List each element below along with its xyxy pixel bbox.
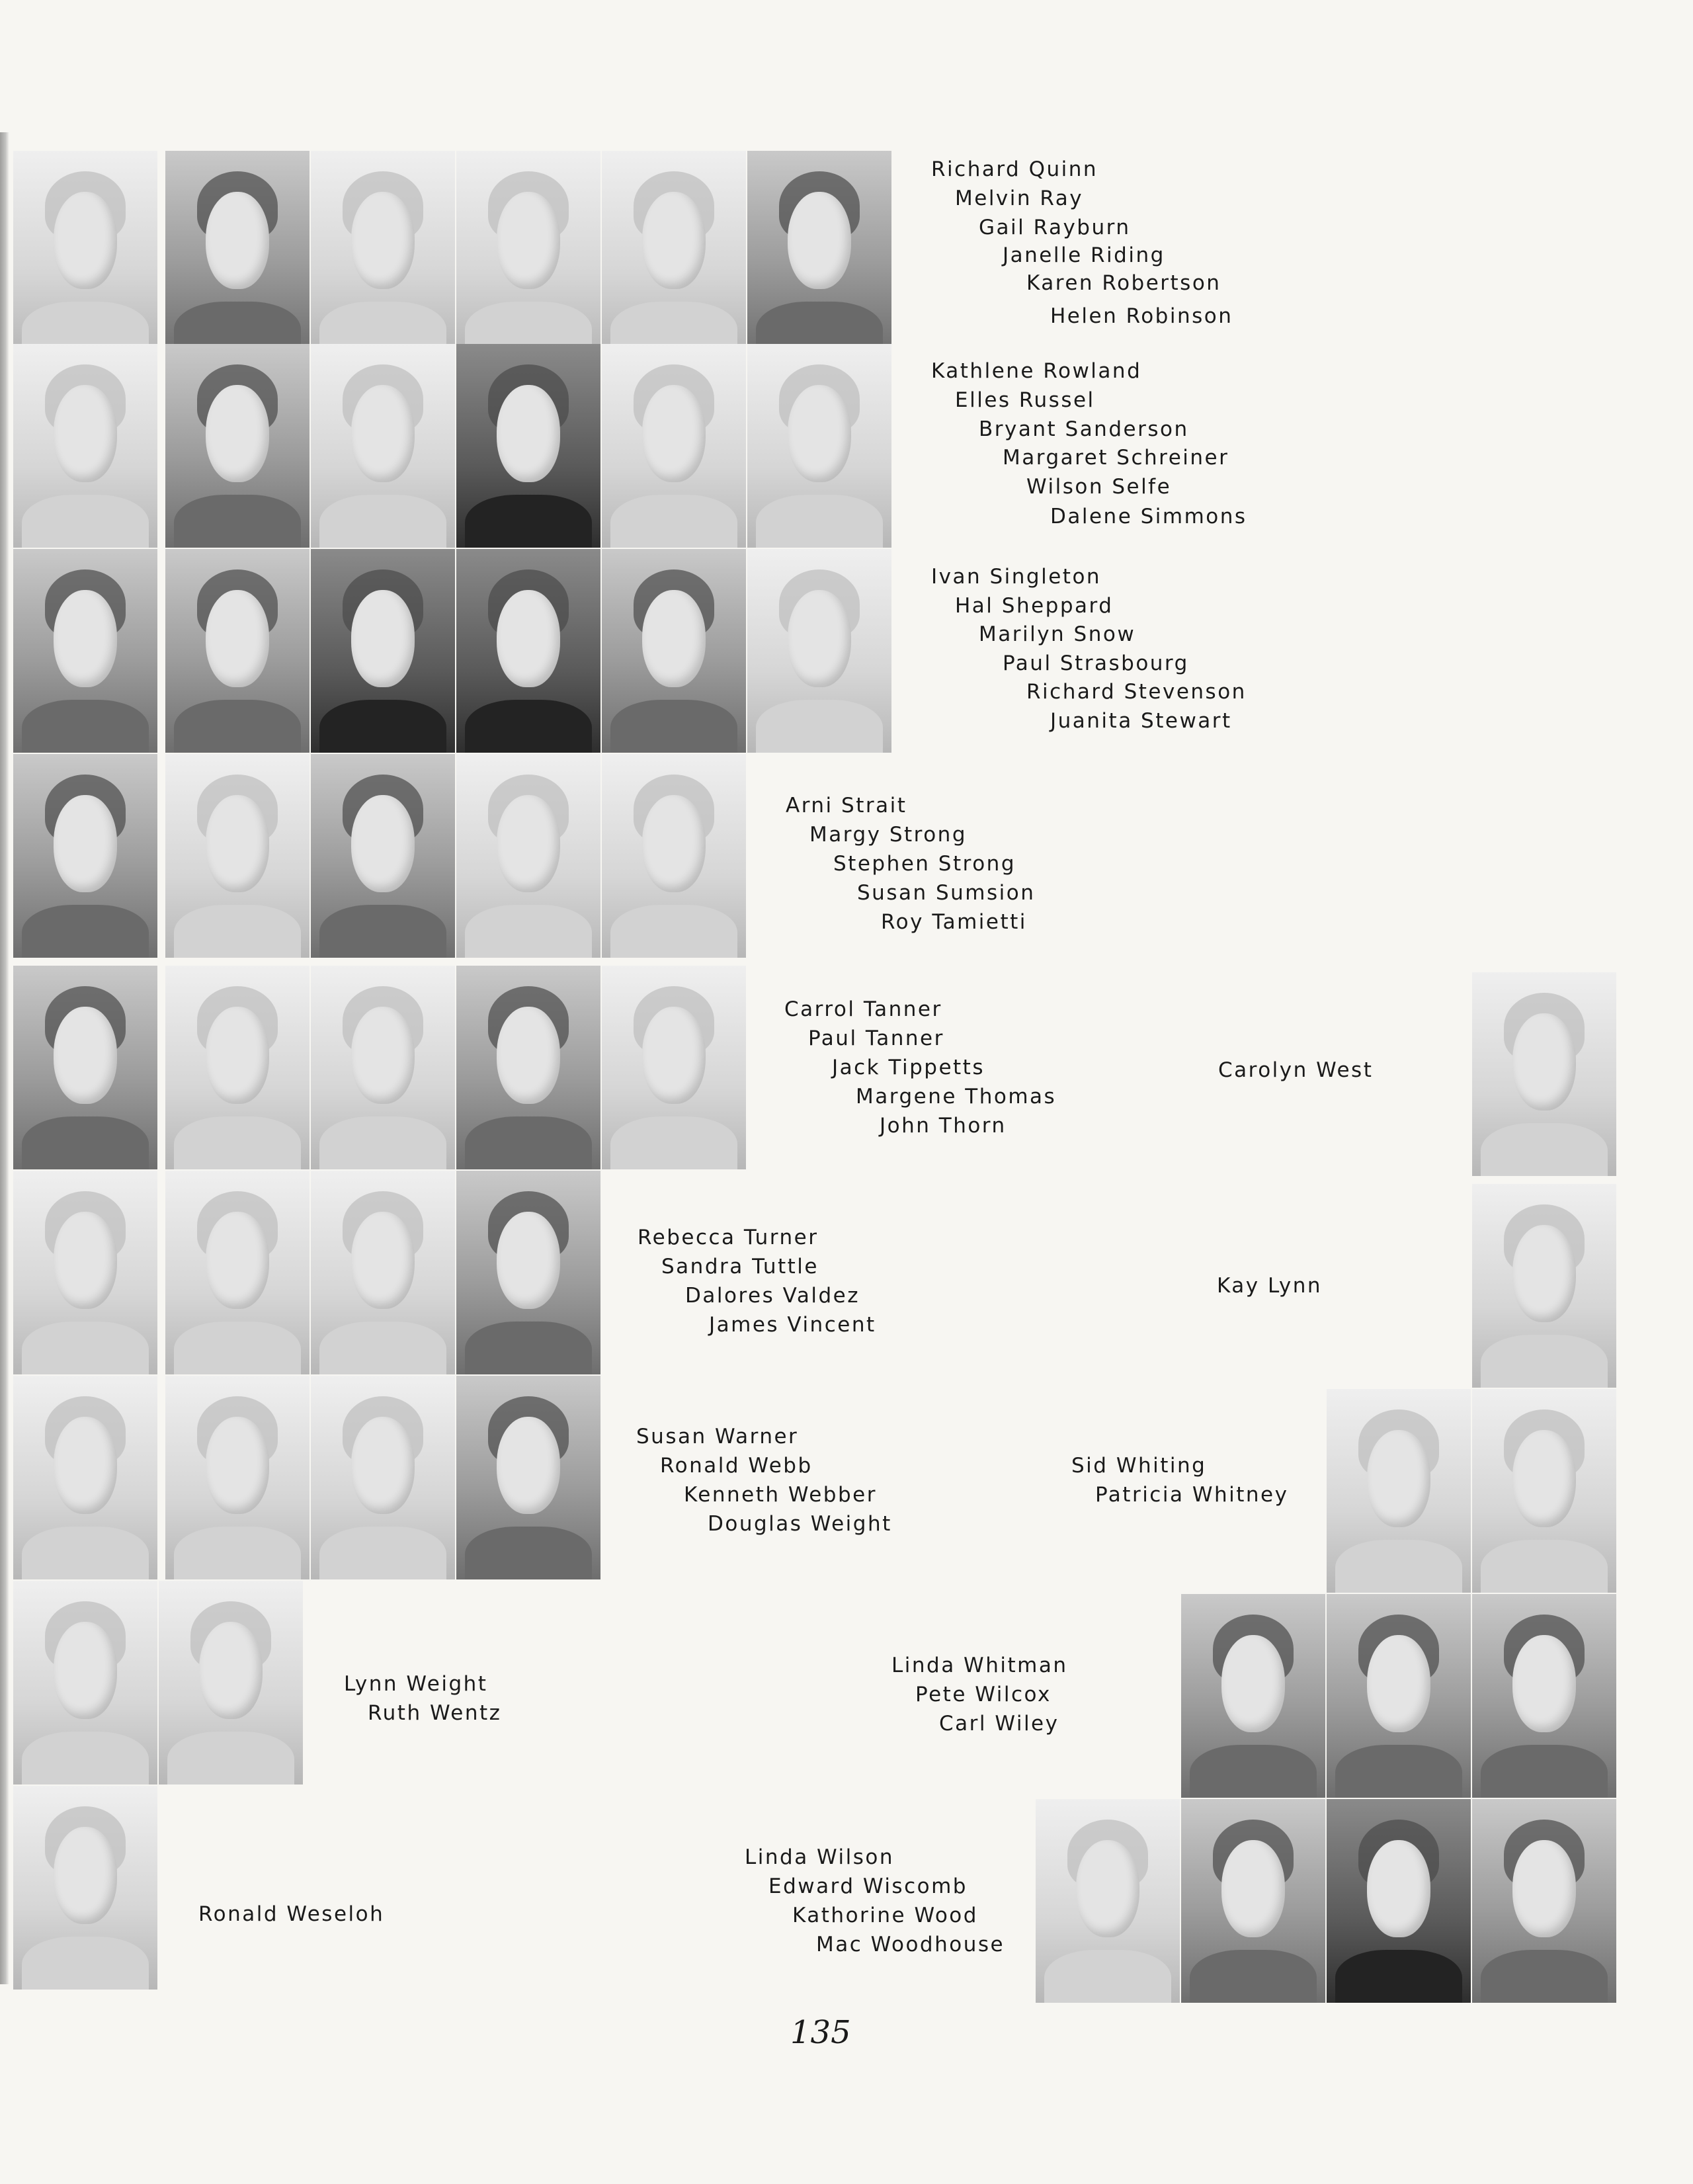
portrait-face [642, 385, 706, 483]
portrait-body [1335, 1745, 1462, 1798]
student-portrait [311, 966, 455, 1169]
portrait-body [174, 1322, 301, 1374]
student-name: Mac Woodhouse [816, 1933, 1005, 1956]
student-portrait [13, 1581, 157, 1785]
portrait-body [22, 1322, 149, 1374]
student-name: Richard Stevenson [1026, 680, 1247, 704]
student-name: Patricia Whitney [1095, 1483, 1289, 1507]
student-portrait [13, 549, 157, 753]
student-portrait [602, 966, 746, 1169]
student-name: Juanita Stewart [1050, 709, 1232, 733]
portrait-face [54, 590, 117, 688]
portrait-face [1512, 1430, 1576, 1528]
student-name: Susan Sumsion [857, 881, 1036, 905]
student-portrait [602, 754, 746, 958]
portrait-face [199, 1622, 263, 1720]
student-portrait [13, 966, 157, 1169]
portrait-body [1481, 1950, 1608, 2003]
portrait-face [206, 385, 269, 483]
student-portrait [456, 754, 600, 958]
portrait-body [1190, 1950, 1317, 2003]
portrait-face [1512, 1840, 1576, 1938]
portrait-body [1481, 1745, 1608, 1798]
student-name: Kay Lynn [1217, 1274, 1323, 1298]
student-name: Roy Tamietti [881, 910, 1027, 934]
portrait-body [22, 905, 149, 958]
student-name: Dalores Valdez [685, 1284, 860, 1308]
portrait-face [351, 385, 415, 483]
portrait-face [497, 1212, 560, 1310]
student-name: John Thorn [880, 1114, 1007, 1138]
portrait-face [497, 795, 560, 893]
student-portrait [1036, 1799, 1180, 2003]
student-portrait [1327, 1389, 1471, 1593]
portrait-body [1481, 1335, 1608, 1388]
student-portrait [311, 344, 455, 548]
student-portrait [1327, 1799, 1471, 2003]
student-portrait [456, 966, 600, 1169]
portrait-face [206, 192, 269, 290]
portrait-body [22, 1937, 149, 1990]
student-portrait [1472, 1184, 1616, 1388]
student-portrait [159, 1581, 303, 1785]
student-name: Jack Tippetts [832, 1056, 985, 1079]
portrait-face [1367, 1840, 1430, 1938]
portrait-body [319, 700, 446, 753]
portrait-face [1221, 1635, 1285, 1733]
student-name: Margaret Schreiner [1003, 446, 1229, 470]
student-name: Helen Robinson [1050, 304, 1233, 328]
portrait-body [174, 700, 301, 753]
portrait-face [206, 1007, 269, 1105]
student-portrait [1472, 972, 1616, 1176]
student-name: Bryant Sanderson [979, 417, 1189, 441]
portrait-body [22, 1732, 149, 1785]
portrait-face [642, 1007, 706, 1105]
portrait-body [610, 495, 737, 548]
student-name: Ivan Singleton [931, 565, 1102, 589]
student-portrait [311, 151, 455, 355]
portrait-body [22, 700, 149, 753]
student-portrait [13, 1171, 157, 1374]
student-name: Carl Wiley [939, 1712, 1059, 1736]
student-name: Margy Strong [809, 823, 968, 847]
portrait-face [642, 795, 706, 893]
student-portrait [165, 549, 310, 753]
portrait-body [319, 1116, 446, 1169]
student-portrait [311, 549, 455, 753]
portrait-face [54, 1417, 117, 1515]
portrait-face [642, 192, 706, 290]
portrait-body [465, 700, 592, 753]
student-portrait [456, 151, 600, 355]
portrait-face [351, 192, 415, 290]
portrait-face [497, 1007, 560, 1105]
portrait-body [174, 495, 301, 548]
portrait-body [174, 905, 301, 958]
portrait-face [1221, 1840, 1285, 1938]
portrait-body [319, 905, 446, 958]
student-name: Ruth Wentz [368, 1701, 502, 1725]
student-name: Marilyn Snow [979, 622, 1136, 646]
portrait-body [1481, 1123, 1608, 1176]
portrait-face [497, 192, 560, 290]
portrait-face [54, 1007, 117, 1105]
student-name: Carrol Tanner [784, 997, 942, 1021]
student-name: Wilson Selfe [1026, 475, 1172, 499]
student-name: Ronald Weseloh [198, 1902, 385, 1926]
portrait-body [610, 700, 737, 753]
portrait-face [206, 1212, 269, 1310]
portrait-face [54, 385, 117, 483]
portrait-body [22, 1527, 149, 1579]
portrait-face [788, 192, 851, 290]
student-name: Arni Strait [786, 794, 907, 818]
portrait-face [497, 385, 560, 483]
portrait-face [788, 385, 851, 483]
portrait-face [351, 1007, 415, 1105]
student-portrait [747, 151, 891, 355]
student-name: Janelle Riding [1003, 243, 1165, 267]
student-name: Kathorine Wood [792, 1904, 978, 1927]
student-portrait [311, 754, 455, 958]
portrait-face [1512, 1013, 1576, 1111]
portrait-face [788, 590, 851, 688]
student-portrait [602, 549, 746, 753]
student-portrait [165, 754, 310, 958]
student-portrait [165, 344, 310, 548]
portrait-face [54, 1622, 117, 1720]
student-name: Rebecca Turner [638, 1226, 819, 1249]
student-name: Paul Strasbourg [1003, 651, 1189, 675]
student-name: Karen Robertson [1026, 271, 1221, 295]
student-portrait [1327, 1594, 1471, 1798]
student-portrait [311, 1376, 455, 1579]
portrait-body [22, 495, 149, 548]
portrait-face [206, 795, 269, 893]
student-portrait [602, 344, 746, 548]
student-name: Richard Quinn [931, 157, 1098, 181]
student-name: Edward Wiscomb [768, 1874, 968, 1898]
student-name: Linda Wilson [745, 1845, 895, 1869]
portrait-face [1512, 1225, 1576, 1323]
student-portrait [13, 344, 157, 548]
student-portrait [1472, 1594, 1616, 1798]
portrait-body [1335, 1950, 1462, 2003]
portrait-face [206, 1417, 269, 1515]
student-name: Margene Thomas [856, 1085, 1057, 1109]
student-name: Hal Sheppard [955, 594, 1114, 618]
page-number: 135 [790, 2014, 851, 2051]
portrait-face [1076, 1840, 1139, 1938]
portrait-body [1044, 1950, 1171, 2003]
student-name: Kathlene Rowland [931, 359, 1142, 383]
portrait-face [642, 590, 706, 688]
portrait-face [351, 590, 415, 688]
portrait-face [54, 795, 117, 893]
student-name: Dalene Simmons [1050, 505, 1247, 528]
student-name: Melvin Ray [955, 187, 1084, 210]
student-portrait [1472, 1389, 1616, 1593]
student-portrait [13, 151, 157, 355]
portrait-face [351, 795, 415, 893]
student-name: Linda Whitman [891, 1654, 1068, 1677]
portrait-body [610, 1116, 737, 1169]
student-name: James Vincent [709, 1313, 876, 1337]
portrait-face [351, 1417, 415, 1515]
portrait-body [167, 1732, 294, 1785]
portrait-body [465, 905, 592, 958]
student-portrait [1181, 1799, 1325, 2003]
student-portrait [602, 151, 746, 355]
portrait-body [1481, 1540, 1608, 1593]
portrait-face [497, 1417, 560, 1515]
student-portrait [165, 966, 310, 1169]
student-name: Lynn Weight [344, 1672, 488, 1696]
student-name: Susan Warner [636, 1425, 799, 1449]
portrait-body [465, 1322, 592, 1374]
student-name: Stephen Strong [833, 852, 1016, 876]
student-portrait [747, 344, 891, 548]
portrait-body [465, 495, 592, 548]
student-name: Kenneth Webber [684, 1483, 877, 1507]
student-name: Pete Wilcox [915, 1683, 1052, 1706]
portrait-face [351, 1212, 415, 1310]
portrait-body [1190, 1745, 1317, 1798]
portrait-face [206, 590, 269, 688]
portrait-body [756, 700, 883, 753]
portrait-face [1512, 1635, 1576, 1733]
student-name: Sid Whiting [1071, 1454, 1207, 1478]
student-name: Paul Tanner [808, 1027, 944, 1050]
student-portrait [13, 1786, 157, 1990]
student-portrait [456, 1376, 600, 1579]
student-name: Gail Rayburn [979, 216, 1131, 239]
student-portrait [165, 1171, 310, 1374]
student-name: Sandra Tuttle [661, 1255, 819, 1279]
student-portrait [13, 754, 157, 958]
portrait-face [54, 192, 117, 290]
student-name: Elles Russel [955, 388, 1095, 412]
portrait-body [465, 1527, 592, 1579]
student-portrait [165, 151, 310, 355]
portrait-face [54, 1827, 117, 1925]
portrait-face [1367, 1635, 1430, 1733]
portrait-body [610, 905, 737, 958]
student-portrait [1181, 1594, 1325, 1798]
portrait-body [319, 495, 446, 548]
portrait-body [319, 1322, 446, 1374]
student-portrait [747, 549, 891, 753]
portrait-face [1367, 1430, 1430, 1528]
portrait-body [319, 1527, 446, 1579]
portrait-body [174, 1116, 301, 1169]
student-portrait [456, 344, 600, 548]
portrait-face [54, 1212, 117, 1310]
student-portrait [456, 549, 600, 753]
student-portrait [311, 1171, 455, 1374]
student-name: Douglas Weight [708, 1512, 892, 1536]
student-portrait [1472, 1799, 1616, 2003]
student-portrait [165, 1376, 310, 1579]
student-portrait [456, 1171, 600, 1374]
portrait-body [1335, 1540, 1462, 1593]
page-spine-shadow [0, 132, 9, 1984]
portrait-face [497, 590, 560, 688]
student-name: Carolyn West [1218, 1058, 1374, 1082]
portrait-body [756, 495, 883, 548]
portrait-body [465, 1116, 592, 1169]
portrait-body [22, 1116, 149, 1169]
student-name: Ronald Webb [660, 1454, 813, 1478]
portrait-body [174, 1527, 301, 1579]
student-portrait [13, 1376, 157, 1579]
